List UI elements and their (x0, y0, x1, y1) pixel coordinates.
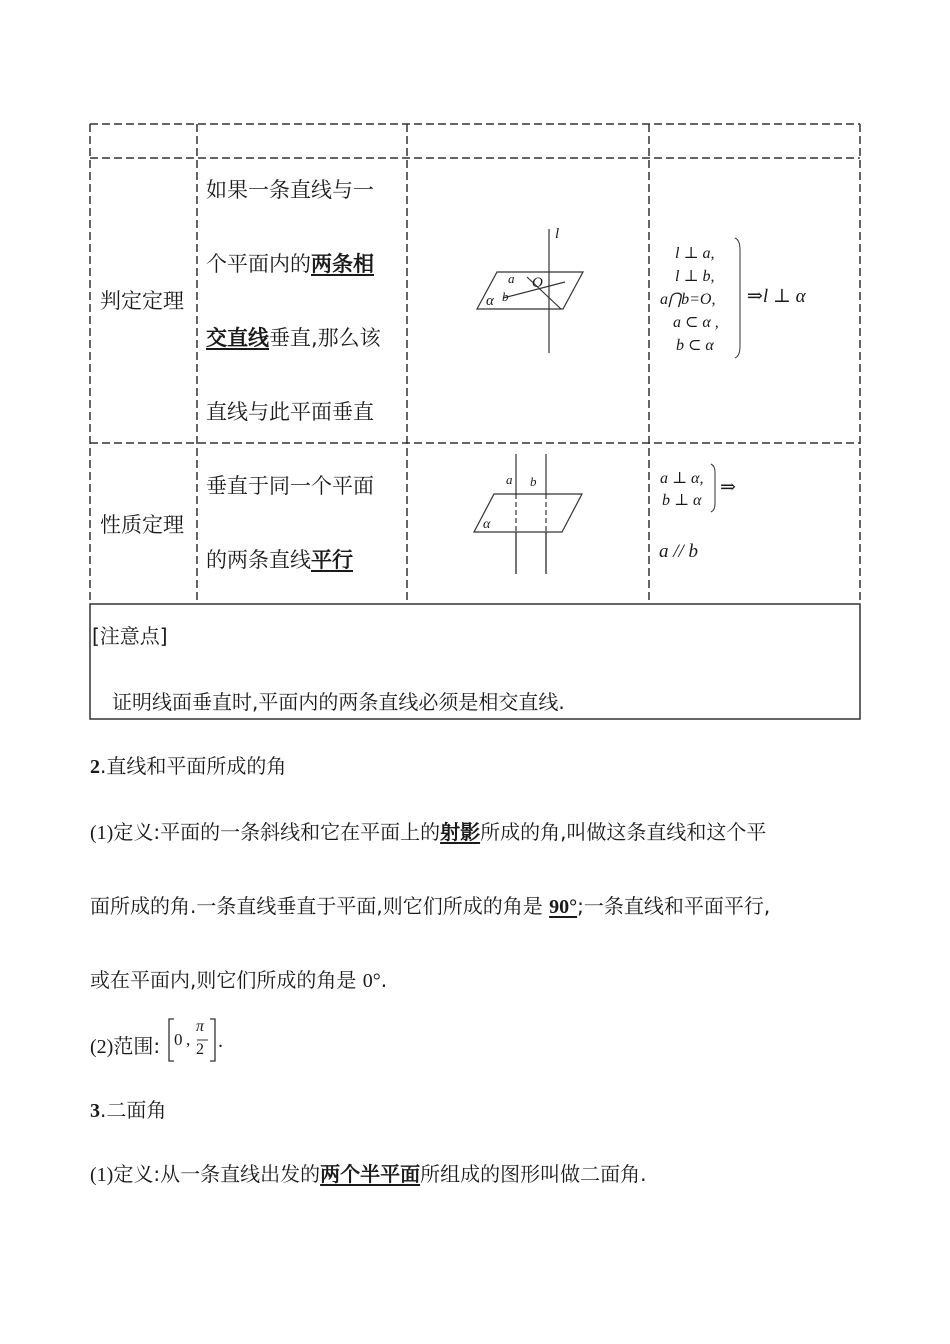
note-text: 证明线面垂直时,平面内的两条直线必须是相交直线. (112, 690, 565, 714)
section-2-def-line3: 或在平面内,则它们所成的角是 0°. (90, 968, 388, 992)
section-2-range-label: (2)范围: (90, 1034, 161, 1058)
keyword-two-lines: 两条相 (311, 252, 374, 276)
judge-figure (465, 225, 595, 360)
row-judge-text-line3: 交直线垂直,那么该 (206, 326, 381, 350)
fig2-label-a: a (506, 472, 513, 487)
fig1-label-a: a (508, 271, 515, 286)
section-2-def-line1: (1)定义:平面的一条斜线和它在平面上的射影所成的角,叫做这条直线和这个平 (90, 820, 767, 844)
row-prop-label: 性质定理 (100, 513, 184, 537)
fig2-label-b: b (530, 474, 537, 489)
row-judge-text-line1: 如果一条直线与一 (206, 178, 374, 202)
fig1-label-l: l (555, 226, 560, 242)
keyword-90-deg: 90° (549, 896, 578, 918)
fig1-label-O: O (532, 275, 543, 291)
fig1-label-alpha: α (486, 293, 494, 309)
prop-cond-2: b ⊥ α (662, 492, 702, 509)
range-comma: , (186, 1030, 191, 1049)
judge-cond-2: l ⊥ b, (675, 268, 715, 285)
keyword-projection: 射影 (440, 820, 481, 844)
row-prop-text-line1: 垂直于同一个平面 (206, 474, 374, 498)
section-2-heading: 2.直线和平面所成的角 (90, 754, 287, 778)
row-judge-text-line2: 个平面内的两条相 (206, 252, 374, 276)
prop-brace (709, 462, 719, 514)
judge-cond-3: a⋂b=O, (660, 291, 716, 308)
range-period: . (218, 1030, 223, 1052)
judge-cond-5: b ⊂ α (676, 337, 714, 354)
judge-brace (733, 236, 745, 360)
judge-conclusion: ⇒l ⊥ α (747, 286, 806, 307)
fig2-label-alpha: α (483, 517, 491, 532)
judge-cond-1: l ⊥ a, (675, 245, 715, 262)
row-judge-label: 判定定理 (100, 289, 184, 313)
prop-figure (466, 450, 592, 578)
keyword-intersecting: 交直线 (206, 326, 269, 350)
prop-arrow: ⇒ (720, 477, 736, 498)
range-zero: 0 (174, 1030, 183, 1049)
row-prop-text-line2: 的两条直线平行 (206, 548, 353, 572)
fig1-label-b: b (502, 289, 509, 304)
section-2-def-line2: 面所成的角.一条直线垂直于平面,则它们所成的角是 90°;一条直线和平面平行, (90, 894, 771, 918)
section-3-def: (1)定义:从一条直线出发的两个半平面所组成的图形叫做二面角. (90, 1162, 647, 1186)
prop-conclusion: a // b (659, 541, 699, 562)
judge-cond-4: a ⊂ α , (673, 314, 719, 331)
range-pi: π (196, 1018, 205, 1035)
keyword-parallel: 平行 (311, 548, 353, 572)
prop-cond-1: a ⊥ α, (660, 470, 704, 487)
range-two: 2 (196, 1041, 204, 1058)
keyword-half-planes: 两个半平面 (320, 1162, 421, 1186)
note-title: [注意点] (92, 624, 168, 648)
row-judge-text-line4: 直线与此平面垂直 (206, 400, 374, 424)
section-3-heading: 3.二面角 (90, 1098, 167, 1122)
